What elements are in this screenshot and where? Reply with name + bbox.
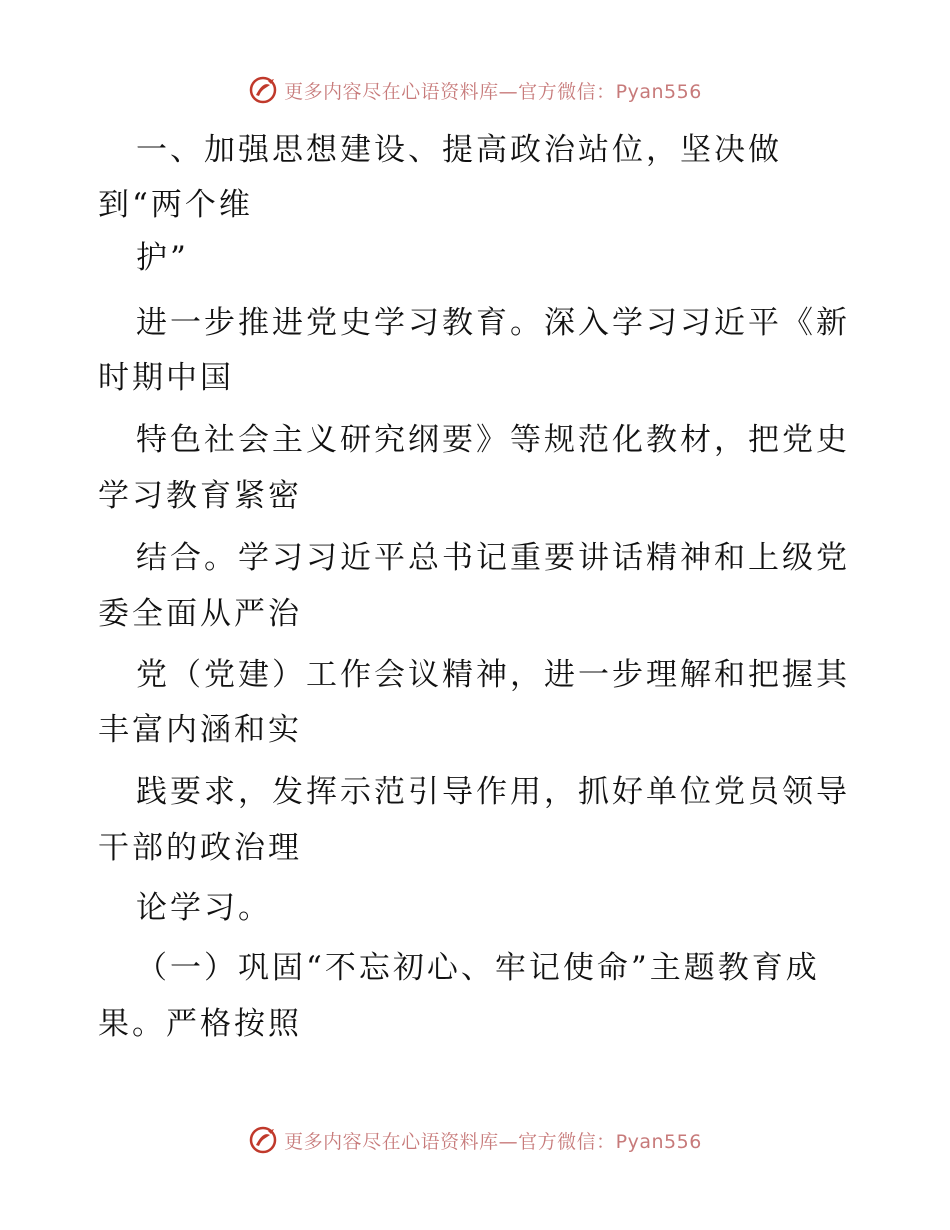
text-line: 干部的政治理	[98, 830, 302, 866]
text-line: 到“两个维	[98, 187, 253, 223]
text-line: 进一步推进党史学习教育。深入学习习近平《新	[136, 305, 850, 341]
footer-watermark	[0, 1120, 950, 1160]
text-line: 时期中国	[98, 360, 234, 396]
header-watermark	[0, 70, 950, 110]
text-line: 学习教育紧密	[98, 478, 302, 514]
logo-icon	[248, 75, 278, 105]
text-line: 委全面从严治	[98, 596, 302, 632]
text-line: 一、加强思想建设、提高政治站位，坚决做	[136, 132, 782, 168]
text-line: （一）巩固“不忘初心、牢记使命”主题教育成	[136, 950, 820, 986]
text-line: 论学习。	[136, 890, 272, 926]
text-line: 党（党建）工作会议精神，进一步理解和把握其	[136, 657, 850, 693]
text-line: 结合。学习习近平总书记重要讲话精神和上级党	[136, 540, 850, 576]
logo-icon	[248, 1125, 278, 1155]
text-line: 践要求，发挥示范引导作用，抓好单位党员领导	[136, 774, 850, 810]
watermark-text: 更多内容尽在心语资料库—官方微信：Pyan556	[284, 80, 702, 103]
text-line: 护”	[136, 240, 189, 276]
text-line: 特色社会主义研究纲要》等规范化教材，把党史	[136, 422, 850, 458]
text-line: 丰富内涵和实	[98, 712, 302, 748]
watermark-text: 更多内容尽在心语资料库—官方微信：Pyan556	[284, 1130, 702, 1153]
text-line: 果。严格按照	[98, 1006, 302, 1042]
